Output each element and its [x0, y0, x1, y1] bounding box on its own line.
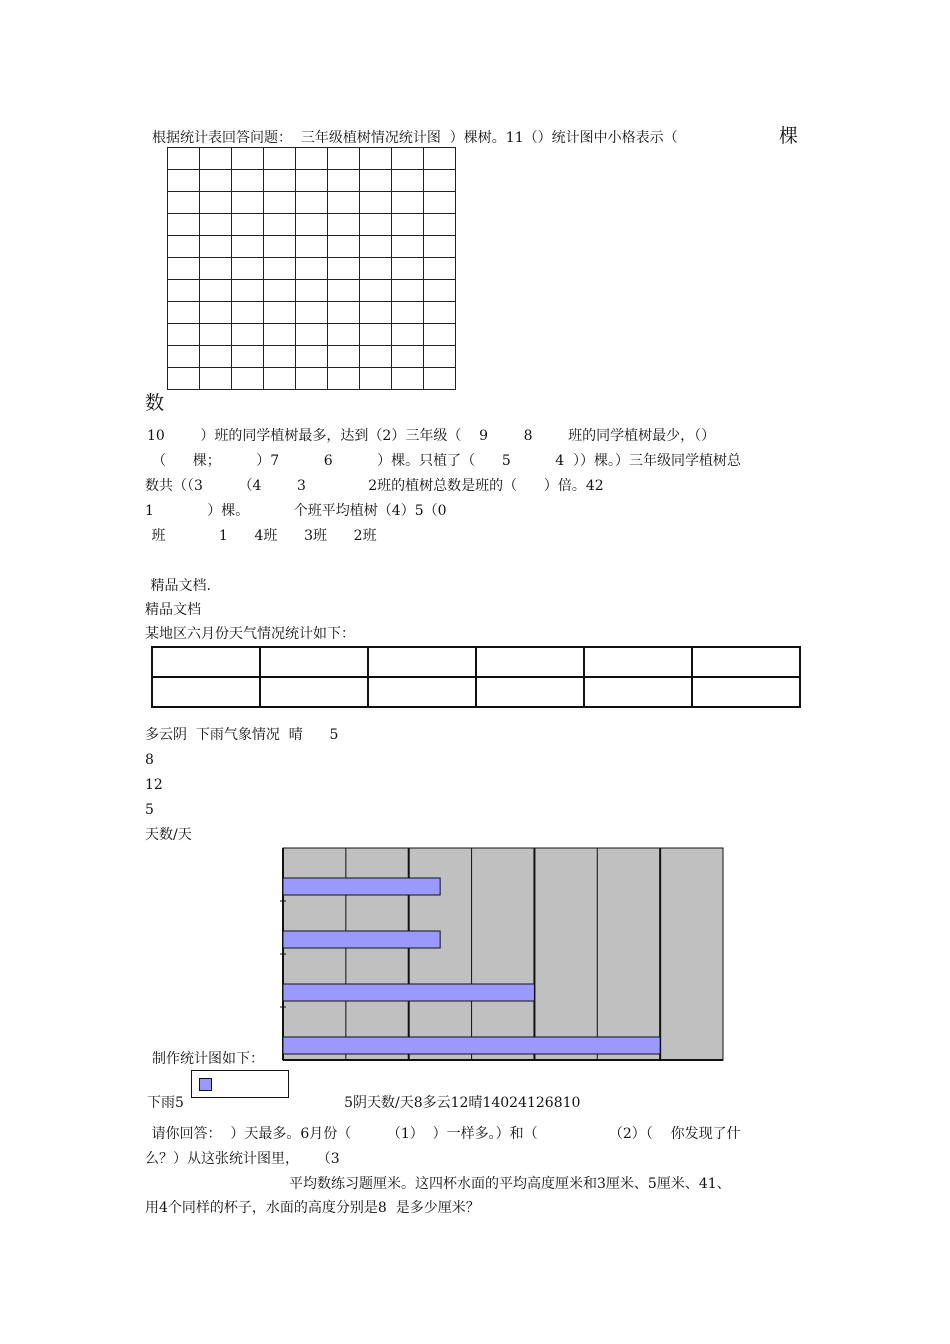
grid-cell: [200, 346, 232, 368]
grid-cell: [232, 148, 264, 170]
weather-table-cell: [368, 677, 476, 707]
grid-row: [168, 302, 456, 324]
grid-cell: [200, 214, 232, 236]
grid-cell: [200, 148, 232, 170]
chart-caption: 制作统计图如下：: [152, 1051, 264, 1067]
weather-table-cell: [260, 647, 368, 677]
grid-row: [168, 346, 456, 368]
weather-table-cell: [152, 647, 260, 677]
weather-table-cell: [260, 677, 368, 707]
grid-cell: [296, 214, 328, 236]
grid-cell: [232, 324, 264, 346]
grid-row: [168, 258, 456, 280]
grid-cell: [392, 192, 424, 214]
grid-cell: [200, 324, 232, 346]
grid-cell: [424, 302, 456, 324]
grid-row: [168, 236, 456, 258]
grid-cell: [424, 192, 456, 214]
grid-row: [168, 148, 456, 170]
grid-cell: [296, 236, 328, 258]
grid-cell: [296, 302, 328, 324]
grid-cell: [232, 236, 264, 258]
grid-cell: [424, 236, 456, 258]
weather-table: [151, 646, 801, 708]
footer-text-a: 精品文档.: [146, 578, 211, 594]
weather-table-cell: [584, 647, 692, 677]
grid-cell: [424, 346, 456, 368]
tree-statistics-grid: [167, 147, 456, 390]
grid-cell: [296, 148, 328, 170]
section2-line-2: 8: [145, 752, 154, 768]
weather-table-cell: [476, 677, 584, 707]
grid-cell: [424, 324, 456, 346]
grid-cell: [392, 346, 424, 368]
section2-line-4: 5: [145, 802, 154, 818]
grid-cell: [168, 170, 200, 192]
grid-cell: [168, 236, 200, 258]
section3-line-1: 请你回答： ）天最多。6月份（ （1） ）一样多。）和（ （2）（ 你发现了什: [147, 1126, 741, 1142]
grid-cell: [264, 368, 296, 390]
grid-cell: [200, 280, 232, 302]
grid-cell: [424, 148, 456, 170]
grid-cell: [232, 258, 264, 280]
grid-cell: [424, 368, 456, 390]
grid-cell: [168, 192, 200, 214]
grid-row: [168, 192, 456, 214]
grid-cell: [392, 324, 424, 346]
section2-line-5: 天数/天: [145, 827, 192, 843]
weather-table-row: [152, 647, 800, 677]
grid-cell: [296, 192, 328, 214]
weather-table-cell: [476, 647, 584, 677]
grid-row: [168, 214, 456, 236]
grid-cell: [296, 368, 328, 390]
section1-line-3: 数共（（3 （4 3 2班的植树总数是班的（ ）倍。42: [145, 478, 604, 494]
grid-cell: [424, 280, 456, 302]
grid-cell: [392, 214, 424, 236]
grid-cell: [168, 280, 200, 302]
grid-cell: [392, 258, 424, 280]
grid-cell: [232, 214, 264, 236]
grid-cell: [360, 148, 392, 170]
grid-cell: [296, 280, 328, 302]
grid-cell: [296, 324, 328, 346]
grid-cell: [328, 170, 360, 192]
grid-cell: [232, 170, 264, 192]
grid-cell: [328, 192, 360, 214]
grid-cell: [168, 258, 200, 280]
grid-cell: [424, 214, 456, 236]
legend-line: 下雨5 5阴天数/天8多云12晴14024126810: [147, 1095, 581, 1111]
section1-line-5: 班 1 4班 3班 2班: [147, 528, 377, 544]
grid-cell: [328, 346, 360, 368]
weather-table-cell: [152, 677, 260, 707]
grid-cell: [424, 258, 456, 280]
grid-cell: [360, 324, 392, 346]
grid-cell: [360, 346, 392, 368]
grid-cell: [328, 280, 360, 302]
grid-cell: [392, 236, 424, 258]
grid-cell: [360, 236, 392, 258]
grid-cell: [296, 258, 328, 280]
grid-cell: [264, 170, 296, 192]
grid-cell: [264, 346, 296, 368]
bar: [283, 931, 440, 948]
legend-swatch: [199, 1078, 212, 1091]
grid-axis-char: 数: [145, 392, 165, 414]
grid-cell: [168, 302, 200, 324]
grid-cell: [360, 170, 392, 192]
section1-line-4: 1 ）棵。 个班平均植树（4）5（0: [145, 503, 447, 519]
grid-cell: [200, 258, 232, 280]
grid-cell: [296, 170, 328, 192]
grid-cell: [328, 324, 360, 346]
section1-line-2: （ 棵； ）7 6 ）棵。只植了（ 5 4 ））棵。）三年级同学植树总: [152, 453, 742, 469]
section3-line-2: 么？）从这张统计图里， （3: [145, 1151, 340, 1167]
grid-cell: [200, 192, 232, 214]
grid-cell: [392, 302, 424, 324]
section3-line-4: 用4个同样的杯子，水面的高度分别是8 是多少厘米？: [145, 1200, 480, 1216]
grid-cell: [168, 346, 200, 368]
grid-cell: [392, 368, 424, 390]
grid-cell: [232, 346, 264, 368]
grid-cell: [168, 368, 200, 390]
bar: [283, 878, 440, 895]
grid-cell: [392, 280, 424, 302]
grid-cell: [360, 192, 392, 214]
weather-table-row: [152, 677, 800, 707]
grid-cell: [264, 258, 296, 280]
weather-table-cell: [692, 677, 800, 707]
grid-cell: [392, 148, 424, 170]
grid-cell: [360, 368, 392, 390]
grid-cell: [264, 192, 296, 214]
grid-cell: [200, 170, 232, 192]
grid-cell: [424, 170, 456, 192]
section1-heading-tail: 棵: [779, 125, 799, 147]
weather-table-cell: [692, 647, 800, 677]
section2-line-3: 12: [145, 777, 163, 793]
grid-cell: [264, 148, 296, 170]
grid-cell: [328, 302, 360, 324]
footer-text-b: 精品文档: [145, 602, 201, 618]
grid-cell: [168, 214, 200, 236]
weather-bar-chart: [280, 846, 726, 1064]
grid-cell: [360, 280, 392, 302]
grid-cell: [360, 302, 392, 324]
section1-line-1: 10 ）班的同学植树最多，达到（2）三年级（ 9 8 班的同学植树最少，（）: [147, 428, 716, 444]
grid-cell: [168, 148, 200, 170]
grid-cell: [168, 324, 200, 346]
grid-row: [168, 280, 456, 302]
grid-cell: [360, 258, 392, 280]
grid-cell: [232, 280, 264, 302]
grid-row: [168, 368, 456, 390]
grid-cell: [264, 302, 296, 324]
grid-cell: [392, 170, 424, 192]
grid-cell: [264, 280, 296, 302]
grid-cell: [328, 148, 360, 170]
grid-cell: [200, 368, 232, 390]
grid-cell: [200, 236, 232, 258]
grid-cell: [200, 302, 232, 324]
section1-heading: 根据统计表回答问题： 三年级植树情况统计图 ）棵树。11（）统计图中小格表示（: [152, 130, 678, 146]
weather-table-cell: [584, 677, 692, 707]
grid-cell: [328, 214, 360, 236]
grid-cell: [296, 346, 328, 368]
grid-cell: [328, 236, 360, 258]
weather-table-cell: [368, 647, 476, 677]
grid-row: [168, 324, 456, 346]
grid-cell: [264, 324, 296, 346]
grid-cell: [232, 302, 264, 324]
bar: [283, 1037, 660, 1054]
grid-cell: [328, 258, 360, 280]
section3-line-3: 平均数练习题厘米。这四杯水面的平均高度厘米和3厘米、5厘米、41、: [289, 1176, 731, 1192]
grid-cell: [264, 214, 296, 236]
section2-title: 某地区六月份天气情况统计如下：: [145, 626, 355, 642]
section2-line-1: 多云阴 下雨气象情况 晴 5: [145, 727, 339, 743]
grid-cell: [328, 368, 360, 390]
bar: [283, 984, 534, 1001]
grid-row: [168, 170, 456, 192]
grid-cell: [232, 192, 264, 214]
grid-cell: [360, 214, 392, 236]
grid-cell: [264, 236, 296, 258]
grid-cell: [232, 368, 264, 390]
